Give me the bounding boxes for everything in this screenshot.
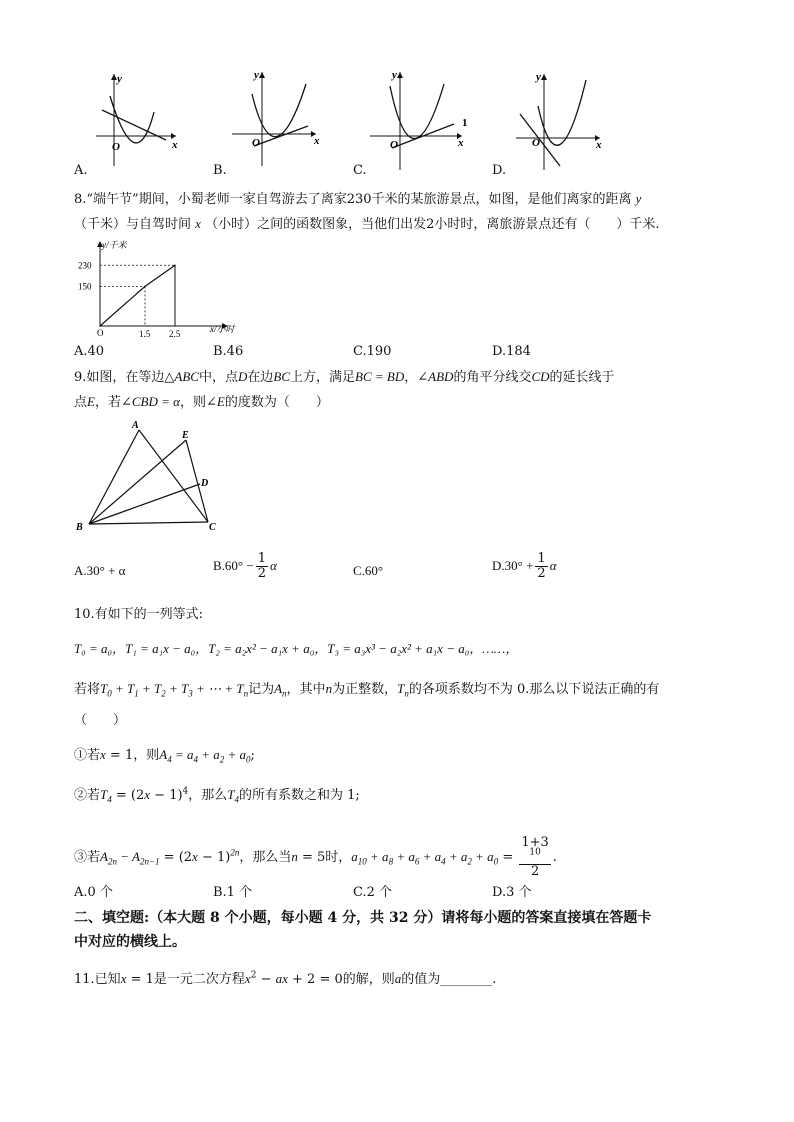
q7-option-a: A. (74, 163, 88, 178)
q10-option-c: C.2 个 (353, 885, 393, 900)
svg-text:y: y (117, 73, 122, 85)
svg-text:y: y (392, 69, 397, 81)
q9-figure-svg (72, 418, 232, 534)
q9-option-a: A.30° + α (74, 563, 126, 578)
q10-statement-2: ②若$T_4 = (2x - 1)^4$，那么$T_4$的所有系数之和为 1; (74, 786, 360, 805)
svg-text:O: O (112, 141, 120, 153)
q9-stem-line1: 9.如图，在等边△ABC中，点D在边BC上方，满足BC = BD，∠ABD的角平分线交CD的延长线于 (74, 369, 615, 385)
q8-option-d: D.184 (492, 344, 531, 359)
series-line (100, 265, 175, 326)
section2-heading-line2: 中对应的横线上。 (74, 934, 186, 950)
q7-option-d: D. (492, 163, 507, 178)
svg-text:D: D (201, 478, 209, 489)
q8-option-c: C.190 (353, 344, 392, 359)
y-tick-label: 230 (78, 260, 92, 271)
q8-option-a: A.40 (74, 344, 105, 359)
q10-equations: T₀ = a₀，T₁ = a₁x − a₀，T₂ = a₂x² − a₁x + a₀，T₃ = a₃x³ − a₂x² + a₁x − a₀，……， (74, 641, 519, 656)
svg-text:O: O (390, 139, 398, 151)
svg-text:A: A (132, 420, 139, 431)
origin-label: O (97, 328, 104, 338)
svg-text:C: C (209, 522, 216, 533)
q7-option-b: B. (213, 163, 227, 178)
q7-graph-d (516, 71, 602, 170)
q9-figure (72, 418, 232, 534)
q9-option-c: C.60° (353, 563, 384, 578)
y-axis-label: y/千米 (102, 240, 127, 250)
q8-chart-svg (72, 238, 252, 338)
series-point (174, 264, 176, 266)
q10-option-b: B.1 个 (213, 885, 253, 900)
x-tick-label: 1.5 (139, 329, 151, 338)
q8-option-b: B.46 (213, 344, 244, 359)
q7-graph-b (232, 69, 320, 166)
q10-line3: 若将$T_0 + T_1 + T_2 + T_3$ + ⋯ + $T_n$记为$A_n$，其中n为正整数，$T_n$的各项系数均不为 0.那么以下说法正确的有 (74, 681, 660, 699)
x-axis-label: x/小时 (210, 324, 235, 334)
q7-graph-c (370, 69, 468, 170)
q9-option-d: D.30° + $\frac{1}{2}$ α (492, 551, 557, 581)
q8-stem-line2: （千米）与自驾时间 x （小时）之间的函数图象，当他们出发2小时时，离旅游景点还有（ ）千米. (74, 216, 660, 232)
q7-graph-svg (70, 66, 630, 178)
y-tick-label: 150 (78, 281, 92, 292)
svg-text:x: x (596, 139, 602, 151)
q8-stem-line1: 8.“端午节”期间，小蜀老师一家自驾游去了离家230千米的某旅游景点，如图，是他们离家的距离 y (74, 191, 642, 207)
q10-option-a: A.0 个 (74, 885, 113, 900)
q7-extra-label: 1 (462, 117, 468, 129)
svg-text:y: y (254, 69, 259, 81)
svg-text:O: O (532, 137, 540, 149)
q10-statement-3: ③若$A_{2n} - A_{2n-1} = (2x - 1)^{2n}$，那么当n = 5时，$a_{10} + a_8 + a_6 + a_4 + a_2 + a_0$ = 1+3 $^{10}$ 2 . (74, 835, 557, 879)
q9-option-b: B.60° − $\frac{1}{2}$ α (213, 551, 277, 581)
svg-text:y: y (536, 71, 541, 83)
q10-statement-1: ①若x = 1，则$A_4 = a_4 + a_2 + a_0$; (74, 747, 255, 765)
svg-text:x: x (458, 137, 464, 149)
q7-graph-a (96, 73, 178, 166)
q11-stem: 11.已知x = 1是一元二次方程$x^2$ − ax + 2 = 0的解，则a的值为________. (74, 970, 497, 987)
section2-heading-line1: 二、填空题:（本大题 8 个小题，每小题 4 分，共 32 分）请将每小题的答案直接填在答题卡 (74, 910, 652, 926)
series-point (99, 325, 101, 327)
q10-paren: （ ） (74, 713, 127, 728)
svg-text:x: x (172, 139, 178, 151)
q9-stem-line2: 点E，若∠CBD = α，则∠E的度数为（ ） (74, 394, 329, 410)
series-point (144, 286, 146, 288)
svg-text:E: E (182, 430, 189, 441)
q7-graphs (70, 66, 630, 178)
q10-option-d: D.3 个 (492, 885, 532, 900)
q10-stem: 10.有如下的一列等式: (74, 607, 204, 622)
q11-answer-blank[interactable]: ________ (440, 972, 493, 987)
x-tick-label: 2.5 (169, 329, 181, 338)
svg-text:B: B (76, 522, 83, 533)
svg-text:x: x (314, 135, 320, 147)
q7-option-c: C. (353, 163, 367, 178)
q8-chart (72, 238, 252, 338)
svg-text:O: O (252, 137, 260, 149)
